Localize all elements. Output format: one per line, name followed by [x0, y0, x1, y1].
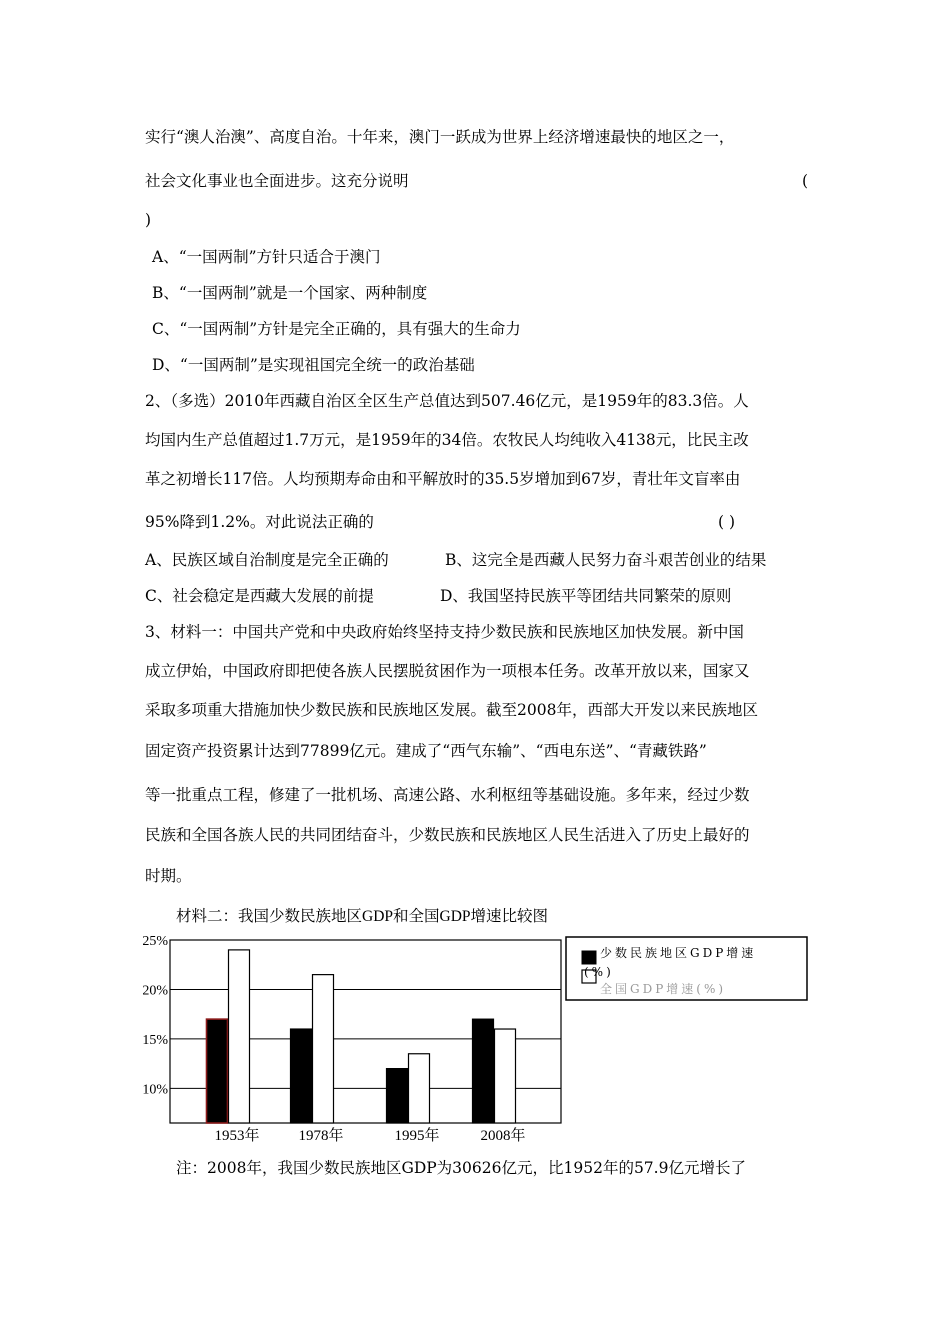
question-3-line-3: 采取多项重大措施加快少数民族和民族地区发展。截至2008年，西部大开发以来民族地区	[145, 701, 758, 719]
bar-national	[313, 975, 334, 1123]
x-tick-label: 1995年	[394, 1128, 440, 1144]
answer-paren-open: (	[801, 172, 808, 190]
question-2-option-c: C、社会稳定是西藏大发展的前提	[145, 587, 374, 605]
legend-label-minority-part: (%)	[584, 965, 614, 979]
question-2-option-b: B、这完全是西藏人民努力奋斗艰苦创业的结果	[445, 551, 767, 569]
question-2-option-a: A、民族区域自治制度是完全正确的	[145, 551, 389, 569]
question-2-line-4: 95%降到1.2%。对此说法正确的	[145, 513, 374, 531]
option-a-1: A、“一国两制”方针只适合于澳门	[152, 248, 381, 266]
legend-swatch-minority	[582, 951, 596, 964]
question-2-line-1: 2、（多选）2010年西藏自治区全区生产总值达到507.46亿元，是1959年的83.3倍。人	[145, 392, 749, 410]
note-line: 注：2008年，我国少数民族地区GDP为30626亿元，比1952年的57.9亿元增长了	[176, 1159, 746, 1177]
y-tick-label: 10%	[142, 1082, 168, 1098]
question-2-option-d: D、我国坚持民族平等团结共同繁荣的原则	[440, 587, 732, 605]
x-tick-label: 1978年	[298, 1128, 344, 1144]
answer-paren-close: )	[145, 211, 152, 229]
bar-national	[495, 1029, 516, 1123]
bar-minority	[387, 1069, 408, 1123]
question-3-line-4: 固定资产投资累计达到77899亿元。建成了“西气东输”、“西电东送”、“青藏铁路”	[145, 742, 707, 760]
question-2-line-3: 革之初增长117倍。人均预期寿命由和平解放时的35.5岁增加到67岁，青壮年文盲率由	[145, 470, 741, 488]
question-3-line-7: 时期。	[145, 867, 192, 885]
question-2-line-2: 均国内生产总值超过1.7万元，是1959年的34倍。农牧民人均纯收入4138元，比民主改	[145, 431, 749, 449]
bar-minority	[291, 1029, 312, 1123]
bar-minority	[207, 1019, 228, 1123]
legend-label-national: 全国GDP增速(%)	[600, 982, 727, 996]
question-3-line-5: 等一批重点工程，修建了一批机场、高速公路、水利枢纽等基础设施。多年来，经过少数	[145, 786, 750, 804]
option-b-1: B、“一国两制”就是一个国家、两种制度	[152, 284, 428, 302]
x-tick-label: 2008年	[480, 1128, 526, 1144]
option-d-1: D、“一国两制”是实现祖国完全统一的政治基础	[152, 356, 475, 374]
question-3-line-2: 成立伊始，中国政府即把使各族人民摆脱贫困作为一项根本任务。改革开放以来，国家又	[145, 662, 750, 680]
chart-title: 材料二：我国少数民族地区GDP和全国GDP增速比较图	[176, 908, 549, 925]
y-tick-label: 25%	[142, 934, 168, 949]
text-line-2-main: 社会文化事业也全面进步。这充分说明	[145, 172, 409, 190]
legend-label-minority-part: 少数民族地区GDP增速	[600, 946, 757, 960]
bar-minority	[473, 1019, 494, 1123]
bar-national	[229, 950, 250, 1123]
text-line-1: 实行“澳人治澳”、高度自治。十年来，澳门一跃成为世界上经济增速最快的地区之一，	[145, 128, 735, 146]
option-c-1: C、“一国两制”方针是完全正确的，具有强大的生命力	[152, 320, 521, 338]
question-2-answer-paren: ( )	[718, 513, 736, 531]
x-tick-label: 1953年	[214, 1128, 260, 1144]
question-3-line-6: 民族和全国各族人民的共同团结奋斗，少数民族和民族地区人民生活进入了历史上最好的	[145, 826, 750, 844]
y-tick-label: 20%	[142, 983, 168, 999]
y-tick-label: 15%	[142, 1032, 168, 1048]
question-3-line-1: 3、材料一：中国共产党和中央政府始终坚持支持少数民族和民族地区加快发展。新中国	[145, 623, 744, 641]
bar-national	[409, 1054, 430, 1123]
